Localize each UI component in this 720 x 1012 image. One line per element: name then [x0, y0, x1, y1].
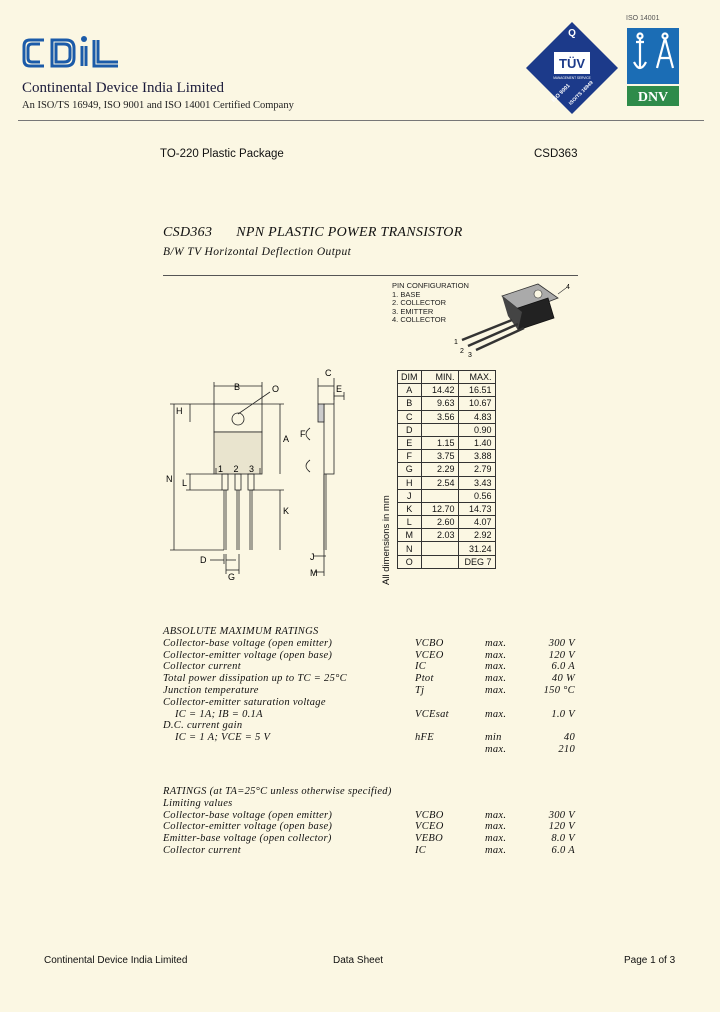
max-cell: 10.67: [458, 397, 495, 410]
dim-label-m: M: [310, 568, 318, 578]
rating-param: Collector-emitter voltage (open base): [163, 649, 333, 661]
rating-value: 8.0 V: [551, 833, 575, 845]
rating-row: [163, 732, 583, 744]
table-row: [398, 423, 496, 436]
table-row: [398, 436, 496, 449]
dim-label-d: D: [200, 555, 207, 565]
max-cell: 1.40: [458, 436, 495, 449]
certification-line: An ISO/TS 16949, ISO 9001 and ISO 14001 Certified Company: [22, 100, 294, 111]
package-dimension-drawing: [160, 364, 375, 582]
rating-row: [163, 709, 583, 721]
min-cell: [421, 489, 458, 502]
pin-label-1: 1: [454, 339, 458, 346]
min-cell: 3.56: [421, 410, 458, 423]
cdil-logo: [20, 30, 140, 78]
dim-col-header: DIM: [398, 371, 422, 384]
dim-label-k: K: [283, 506, 290, 516]
pin-config-item: 1. BASE: [392, 289, 421, 299]
dim-cell: N: [398, 542, 422, 555]
rating-cond: max.: [485, 844, 507, 856]
ratings-section: [163, 786, 583, 857]
rating-row: [163, 673, 583, 685]
rating-cond: max.: [485, 661, 507, 673]
rating-cond: max.: [485, 743, 507, 755]
dim-label-b: B: [234, 382, 241, 392]
tuv-top-letter: Q: [568, 28, 576, 39]
dim-cell: F: [398, 450, 422, 463]
tuv-isots-badge: ISO/TS 16949: [567, 79, 595, 107]
pin-config-item: 3. EMITTER: [392, 306, 434, 316]
rating-symbol: VCEsat: [415, 708, 449, 720]
min-cell: [421, 423, 458, 436]
max-cell: 3.43: [458, 476, 495, 489]
rating-param: IC = 1A; IB = 0.1A: [175, 708, 263, 720]
rating-symbol: Tj: [415, 684, 425, 696]
dim-label-l: L: [182, 478, 188, 488]
rating-row: [163, 720, 583, 732]
tuv-mark: TÜV: [559, 56, 585, 71]
rating-param: Collector-base voltage (open emitter): [163, 809, 333, 821]
table-row: [398, 476, 496, 489]
max-cell: 3.88: [458, 450, 495, 463]
dim-cell: C: [398, 410, 422, 423]
section-title: [163, 626, 583, 638]
rating-value: 300 V: [548, 809, 575, 821]
table-row: [398, 555, 496, 568]
rating-row: [163, 650, 583, 662]
min-cell: 2.03: [421, 529, 458, 542]
pin-config-title: PIN CONFIGURATION: [392, 281, 469, 290]
table-row: [398, 463, 496, 476]
rating-symbol: hFE: [415, 732, 434, 744]
header-divider: [18, 120, 704, 121]
rating-row: [163, 845, 583, 857]
max-cell: 16.51: [458, 384, 495, 397]
rating-param: Emitter-base voltage (open collector): [163, 833, 332, 845]
table-row: [398, 410, 496, 423]
rating-value: 6.0 A: [551, 661, 575, 673]
dimension-table: [397, 370, 496, 569]
table-row: [398, 529, 496, 542]
dim-label-c: C: [325, 368, 332, 378]
rating-value: 40: [563, 732, 575, 744]
dim-cell: E: [398, 436, 422, 449]
rating-symbol: IC: [415, 844, 427, 856]
max-cell: DEG 7: [458, 555, 495, 568]
pin-label-4: 4: [566, 284, 570, 291]
dim-cell: H: [398, 476, 422, 489]
max-cell: 14.73: [458, 502, 495, 515]
footer-page-number: Page 1 of 3: [624, 955, 676, 966]
rating-cond: max.: [485, 833, 507, 845]
rating-param: Collector-emitter saturation voltage: [163, 696, 326, 708]
rating-cond: max.: [485, 673, 507, 685]
table-row: [398, 516, 496, 529]
dnv-label: DNV: [637, 90, 669, 105]
rating-symbol: VCBO: [415, 637, 444, 649]
min-cell: 1.15: [421, 436, 458, 449]
dim-label-g: G: [228, 572, 236, 582]
rating-cond: max.: [485, 649, 507, 661]
page-title: [163, 225, 463, 241]
dim-cell: A: [398, 384, 422, 397]
rating-param: D.C. current gain: [163, 720, 243, 732]
pin-config-item: 2. COLLECTOR: [392, 298, 447, 308]
dnv-certification-badge: [627, 28, 679, 108]
rating-symbol: Ptot: [415, 673, 434, 685]
table-row: [398, 489, 496, 502]
dimensions-note: All dimensions in mm: [381, 495, 392, 585]
iso14001-label: ISO 14001: [626, 15, 660, 22]
package-type: TO-220 Plastic Package: [160, 148, 284, 160]
dim-cell: D: [398, 423, 422, 436]
rating-cond: max.: [485, 809, 507, 821]
rating-param: Collector-base voltage (open emitter): [163, 637, 333, 649]
dim-cell: L: [398, 516, 422, 529]
dim-label-j: J: [310, 552, 315, 562]
min-cell: 2.29: [421, 463, 458, 476]
dim-cell: O: [398, 555, 422, 568]
rating-cond: max.: [485, 684, 507, 696]
rating-row: [163, 821, 583, 833]
max-cell: 0.90: [458, 423, 495, 436]
min-cell: 14.42: [421, 384, 458, 397]
table-row: [398, 384, 496, 397]
dim-label-o: O: [272, 384, 280, 394]
transistor-illustration: [450, 282, 580, 357]
rating-value: 300 V: [548, 637, 575, 649]
footer-company: Continental Device India Limited: [44, 955, 188, 966]
dimension-table-header: [398, 371, 496, 384]
rating-param: Total power dissipation up to TC = 25°C: [163, 673, 347, 685]
ratings-subtitle: Limiting values: [163, 797, 233, 809]
rating-symbol: VEBO: [415, 833, 444, 845]
rating-symbol: VCBO: [415, 809, 444, 821]
max-col-header: MAX.: [458, 371, 495, 384]
min-cell: [421, 555, 458, 568]
dim-label-a: A: [283, 434, 290, 444]
absolute-max-ratings: [163, 626, 583, 756]
tuv-iso9001-badge: ISO 9001: [550, 82, 572, 104]
rating-row: [163, 833, 583, 845]
max-cell: 4.83: [458, 410, 495, 423]
dim-cell: J: [398, 489, 422, 502]
min-cell: 9.63: [421, 397, 458, 410]
dim-label-e: E: [336, 384, 343, 394]
pin-config-item: 4. COLLECTOR: [392, 315, 447, 325]
pin-numbers-drawing: 1 2 3: [218, 464, 259, 474]
rating-row: [163, 744, 583, 756]
rating-value: 40 W: [551, 673, 575, 685]
dim-cell: K: [398, 502, 422, 515]
rating-value: 6.0 A: [551, 844, 575, 856]
max-cell: 31.24: [458, 542, 495, 555]
rating-value: 1.0 V: [551, 708, 575, 720]
rating-cond: max.: [485, 708, 507, 720]
title-description: NPN PLASTIC POWER TRANSISTOR: [236, 225, 463, 240]
table-row: [398, 502, 496, 515]
dim-cell: M: [398, 529, 422, 542]
rating-value: 120 V: [548, 649, 575, 661]
rating-symbol: VCEO: [415, 821, 444, 833]
dim-cell: G: [398, 463, 422, 476]
absolute-max-title: ABSOLUTE MAXIMUM RATINGS: [163, 626, 319, 637]
max-cell: 2.92: [458, 529, 495, 542]
rating-param: Collector current: [163, 844, 241, 856]
table-row: [398, 450, 496, 463]
rating-symbol: IC: [415, 661, 427, 673]
rating-param: Junction temperature: [163, 684, 259, 696]
rating-param: Collector current: [163, 661, 241, 673]
rating-param: Collector-emitter voltage (open base): [163, 821, 333, 833]
min-cell: 2.54: [421, 476, 458, 489]
ratings-title: RATINGS (at TA=25°C unless otherwise specified): [163, 786, 392, 797]
table-row: [398, 397, 496, 410]
title-subtitle: B/W TV Horizontal Deflection Output: [163, 246, 352, 258]
pin-label-3: 3: [468, 352, 472, 357]
rating-symbol: VCEO: [415, 649, 444, 661]
rating-row: [163, 638, 583, 650]
dim-label-n: N: [166, 474, 173, 484]
rating-param: IC = 1 A; VCE = 5 V: [175, 732, 271, 744]
table-row: [398, 542, 496, 555]
tuv-small-text: MANAGEMENT SERVICE: [553, 76, 591, 80]
dim-cell: B: [398, 397, 422, 410]
rating-value: 210: [558, 743, 575, 755]
rating-row: [163, 697, 583, 709]
pin-label-2: 2: [460, 348, 464, 355]
dim-label-f: F: [300, 429, 306, 439]
section-subtitle: [163, 798, 583, 810]
part-number-header: CSD363: [534, 148, 578, 160]
rating-cond: min: [485, 732, 502, 744]
min-col-header: MIN.: [421, 371, 458, 384]
section-title: [163, 786, 583, 798]
rating-row: [163, 685, 583, 697]
title-divider: [163, 275, 578, 276]
min-cell: 12.70: [421, 502, 458, 515]
rating-row: [163, 810, 583, 822]
rating-value: 150 °C: [543, 684, 575, 696]
max-cell: 0.56: [458, 489, 495, 502]
title-part-number: CSD363: [163, 225, 213, 240]
rating-row: [163, 661, 583, 673]
min-cell: [421, 542, 458, 555]
max-cell: 2.79: [458, 463, 495, 476]
min-cell: 3.75: [421, 450, 458, 463]
company-name: Continental Device India Limited: [22, 80, 225, 96]
rating-value: 120 V: [548, 821, 575, 833]
dim-label-h: H: [176, 406, 183, 416]
footer-doc-type: Data Sheet: [333, 955, 384, 966]
max-cell: 4.07: [458, 516, 495, 529]
min-cell: 2.60: [421, 516, 458, 529]
rating-cond: max.: [485, 637, 507, 649]
rating-cond: max.: [485, 821, 507, 833]
tuv-certification-badge: [524, 20, 620, 116]
